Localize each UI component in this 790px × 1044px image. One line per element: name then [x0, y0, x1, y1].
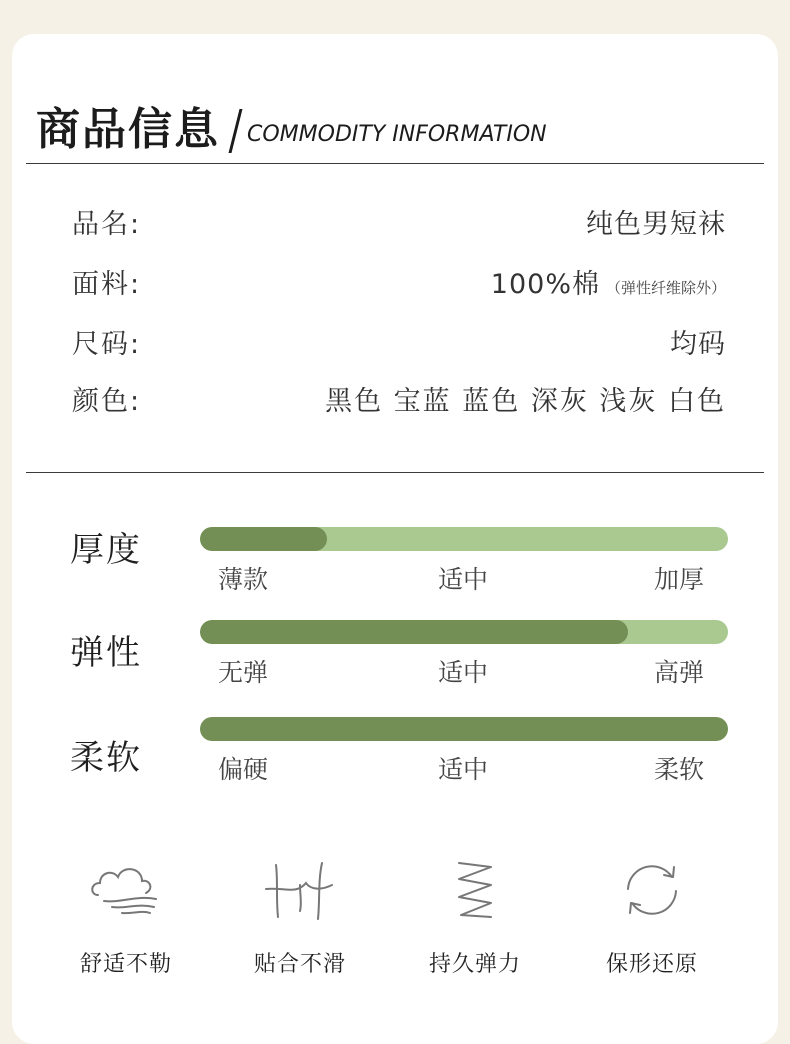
page-title: 商品信息 — [36, 104, 220, 155]
feature-fit — [220, 855, 380, 978]
scale-high-label: 加厚 — [654, 565, 705, 594]
scale-mid-label: 适中 — [438, 755, 489, 784]
feature-comfort — [46, 855, 206, 978]
fit-lines-icon — [260, 855, 340, 925]
feature-label: 贴合不滑 — [253, 952, 346, 977]
scale-high-label: 高弹 — [654, 658, 705, 687]
page-subtitle: COMMODITY INFORMATION — [247, 122, 547, 147]
info-label: 品名: — [72, 208, 142, 240]
thickness-bar — [200, 527, 728, 551]
feature-elastic — [395, 855, 555, 978]
info-row-color — [72, 375, 726, 421]
scale-title-softness: 柔软 — [70, 738, 142, 778]
info-label: 面料: — [72, 268, 142, 300]
softness-bar — [200, 717, 728, 741]
info-label: 尺码: — [72, 328, 142, 360]
info-row-name — [72, 198, 726, 244]
info-value: 纯色男短袜 — [586, 208, 726, 240]
zigzag-spring-icon — [435, 855, 515, 925]
scale-low-label: 偏硬 — [218, 755, 269, 784]
scale-low-label: 薄款 — [218, 565, 269, 594]
info-row-size — [72, 318, 726, 364]
info-row-material — [72, 258, 726, 304]
feature-label: 保形还原 — [605, 952, 698, 977]
section-header — [36, 96, 547, 156]
feature-shape — [572, 855, 732, 978]
middle-divider — [26, 472, 764, 473]
scale-title-elasticity: 弹性 — [70, 633, 142, 673]
info-label: 颜色: — [72, 385, 142, 417]
info-value-group — [491, 262, 726, 301]
feature-label: 舒适不勒 — [79, 952, 172, 977]
scale-high-label: 柔软 — [654, 755, 705, 784]
info-note: （弹性纤维除外） — [605, 278, 726, 297]
thickness-bar-fill — [200, 527, 327, 551]
info-value: 黑色 宝蓝 蓝色 深灰 浅灰 白色 — [325, 385, 726, 417]
scale-mid-label: 适中 — [438, 658, 489, 687]
cloud-wind-icon — [86, 855, 166, 925]
scale-mid-label: 适中 — [438, 565, 489, 594]
scale-title-thickness: 厚度 — [70, 530, 142, 570]
feature-label: 持久弹力 — [428, 952, 521, 977]
title-divider-slash — [229, 109, 243, 153]
info-value: 100%棉 — [490, 268, 600, 300]
scale-low-label: 无弹 — [218, 658, 269, 687]
softness-bar-fill — [200, 717, 728, 741]
info-value: 均码 — [670, 328, 726, 360]
elasticity-bar-fill — [200, 620, 628, 644]
refresh-arrows-icon — [612, 855, 692, 925]
top-divider — [26, 163, 764, 164]
elasticity-bar — [200, 620, 728, 644]
